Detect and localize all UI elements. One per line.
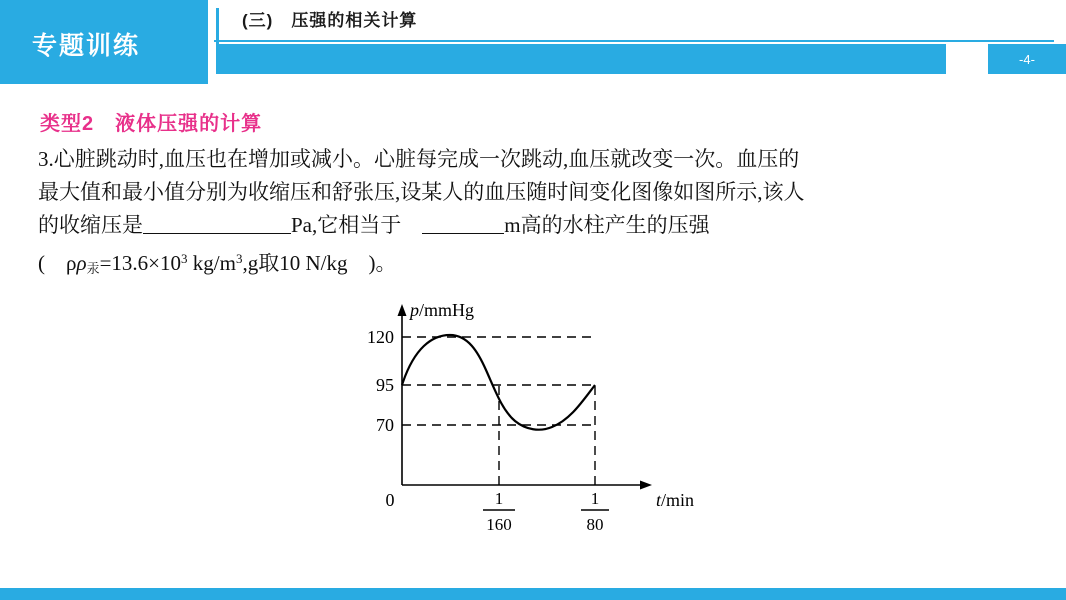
condition-exponent: 3	[181, 251, 188, 266]
xtick-label-1-80	[581, 489, 609, 534]
footer-accent-bar	[0, 588, 1066, 600]
brand-title: 专题训练	[32, 32, 141, 60]
x-axis-label: t/min	[656, 490, 695, 510]
xtick-label-1-160	[483, 489, 515, 534]
svg-text:1: 1	[494, 489, 504, 508]
page-number-badge: -4-	[988, 44, 1066, 74]
title-underline	[214, 40, 1054, 42]
question-line-1: 3.心脏跳动时,血压也在增加或减小。心脏每完成一次跳动,血压就改变一次。血压的	[38, 147, 800, 171]
title-accent-bar	[216, 44, 946, 74]
question-line-3	[38, 209, 1038, 242]
condition-prefix: ( ρ	[38, 251, 77, 275]
ytick-label-70: 70	[376, 415, 394, 435]
pressure-curve	[402, 335, 595, 430]
question-line-3-suffix: m高的水柱产生的压强	[504, 213, 710, 237]
condition-subscript: 汞	[86, 261, 100, 276]
svg-text:1: 1	[590, 489, 600, 508]
x-axis-arrow	[640, 481, 652, 490]
section-type-label: 类型2 液体压强的计算	[40, 113, 263, 135]
condition-tail: ,g取10 N/kg )。	[242, 251, 397, 275]
chart-svg	[350, 290, 710, 550]
question-condition-line: ( $\rho\rho_汞=13.6\times 10^3$ $kg/m^3,g$取10 N/kg )。	[38, 251, 397, 276]
condition-unit: kg/m	[187, 251, 236, 275]
condition-unit-exponent: 3	[235, 251, 243, 266]
page-title: (三) 压强的相关计算	[242, 11, 418, 30]
answer-blank-pressure[interactable]	[143, 213, 291, 234]
brand-box	[0, 0, 208, 84]
svg-text:160: 160	[486, 515, 512, 534]
y-axis-label: p/mmHg	[410, 300, 475, 320]
ytick-label-95: 95	[376, 375, 394, 395]
blood-pressure-chart	[350, 290, 710, 550]
header-title-wrap	[214, 6, 1054, 31]
answer-blank-height[interactable]	[422, 213, 504, 234]
question-line-3-prefix: 的收缩压是	[38, 213, 143, 237]
slide-header	[0, 0, 1066, 84]
origin-label: 0	[385, 490, 395, 510]
question-line-3-mid: Pa,它相当于	[291, 213, 402, 237]
question-line-2: 最大值和最小值分别为收缩压和舒张压,设某人的血压随时间变化图像如图所示,该人	[38, 180, 805, 204]
svg-text:80: 80	[586, 515, 604, 534]
y-axis-arrow	[398, 304, 407, 316]
question-block	[38, 143, 1038, 285]
ytick-label-120: 120	[367, 327, 394, 347]
condition-mid: =13.6×10	[99, 251, 182, 275]
